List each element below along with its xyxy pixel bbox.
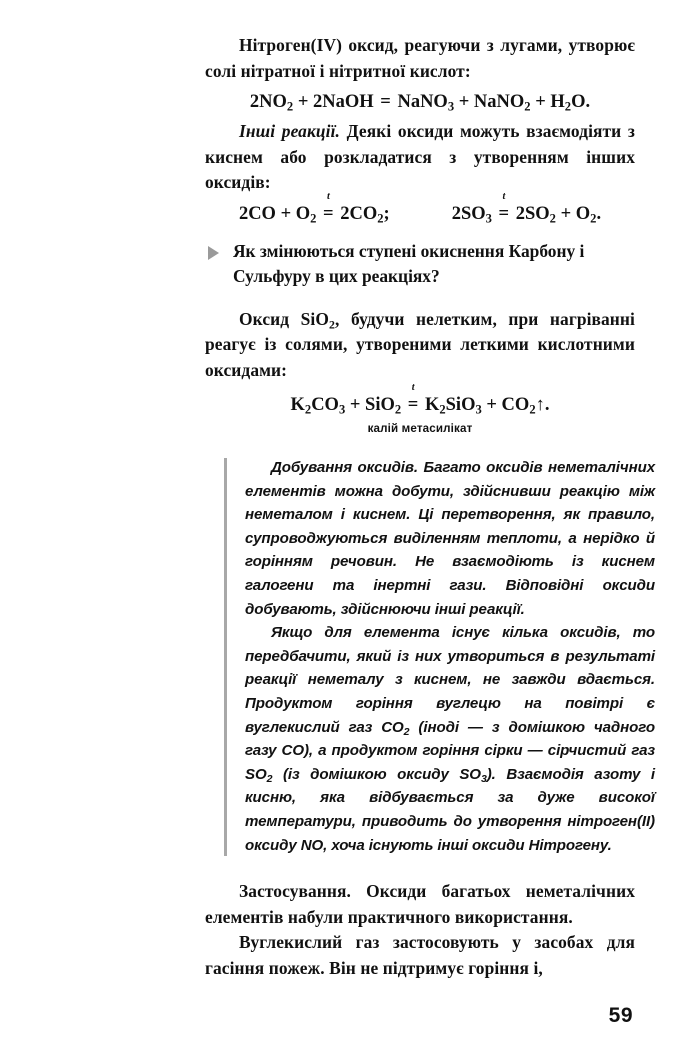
callout-sub-so3: 3	[480, 772, 487, 785]
callout-paragraph-1-text: Багато оксидів неметалічних елементів можна добути, здійснивши реакцію між неметалом і киснем. Ці перетворення, як правило, супроводжуються виділенням теплоти, а нерідко й горінням речовин. Не взаємодіють із киснем галогени та інертні гази. Відповідні оксиди добувають, здійснюючи інші реакції.	[245, 459, 655, 618]
callout-paragraph-2-part2: (іноді — з домішкою чадного газу CO), а продуктом горіння сірки — сірчистий газ SO	[245, 718, 655, 783]
callout-sub-so2: 2	[266, 772, 273, 785]
paragraph-silicon-dioxide: Оксид SiO$_2$, будучи нелетким, при нагріванні реагує із солями, утвореними леткими кислотними оксидами:	[205, 308, 635, 380]
equation-2b-sign: t =	[498, 190, 510, 224]
equation-2a-sign: t =	[323, 190, 334, 224]
chemical-equation-2a: $2CO + O_2$ t = $2CO_2$;	[238, 190, 390, 226]
triangle-bullet-icon	[208, 246, 219, 260]
chemical-equation-row-2	[205, 190, 635, 227]
paragraph-application	[205, 879, 635, 930]
callout-paragraph-2	[245, 621, 655, 857]
chemical-equation-2b: $2SO_3$ t = $2SO_2 + O_2$.	[451, 190, 602, 226]
callout-lead: Добування оксидів.	[271, 459, 419, 476]
chemical-equation-3	[205, 382, 635, 418]
paragraph-other-reactions-text: Деякі оксиди можуть взаємодіяти з киснем або розкладатися з утворенням інших оксидів:	[205, 121, 636, 192]
question-block	[205, 239, 635, 290]
callout-paragraph-2-part3: (із домішкою оксиду SO	[272, 765, 481, 783]
equation-3-condition: t	[411, 382, 415, 394]
paragraph-nitrogen-oxide: Нітроген(IV) оксид, реагуючи з лугами, утворює солі нітратної і нітритної кислот:	[205, 35, 635, 81]
equation-1-right: NaNO$_3$ + NaNO$_2$ + $H_2O$.	[397, 92, 591, 114]
chemical-equation-1	[205, 89, 635, 115]
equation-3-right: $K_2SiO_3$ + $CO_2↑$.	[424, 395, 550, 417]
callout-left-rule	[224, 458, 227, 856]
paragraph-other-reactions-lead: Інші реакції.	[239, 121, 340, 141]
equation-1-sign: =	[380, 92, 391, 112]
callout-paragraph-1	[245, 456, 655, 621]
equation-3-caption: калій метасилікат	[367, 422, 473, 435]
equation-1-left: $2NO_2$ + 2NaOH	[249, 92, 374, 114]
equation-2a-condition: t	[327, 190, 330, 202]
callout-paragraph-2-part4: ). Взаємодія азоту і кисню, яка відбувається за дуже високої температури, приводить до утворення нітроген(II) оксиду NO, хоча існують інші оксиди Нітрогену.	[245, 765, 655, 854]
equation-2b-condition: t	[502, 190, 506, 202]
callout-paragraph-2-part1: Якщо для елемента існує кілька оксидів, то передбачити, який із них утвориться в результаті реакції неметалу з киснем, не завжди вдається. Продуктом горіння вуглецю на повітрі є вуглекислий газ CO	[245, 624, 655, 736]
page-number: 59	[608, 1004, 633, 1027]
question-text: Як змінюються ступені окиснення Карбону і Сульфуру в цих реакціях?	[233, 240, 585, 286]
text-column	[205, 33, 655, 981]
callout-sub-co2: 2	[403, 725, 410, 738]
paragraph-application-text: Оксиди багатьох неметалічних елементів набули практичного використання.	[205, 881, 635, 927]
callout-box	[224, 456, 655, 857]
paragraph-other-reactions	[205, 119, 635, 196]
paragraph-carbon-dioxide: Вуглекислий газ застосовують у засобах для гасіння пожеж. Він не підтримує горіння і,	[205, 932, 635, 978]
equation-3-sign: t =	[407, 382, 419, 415]
paragraph-application-lead: Застосування.	[239, 881, 351, 902]
equation-3-left: $K_2CO_3 + SiO_2$	[290, 395, 402, 417]
